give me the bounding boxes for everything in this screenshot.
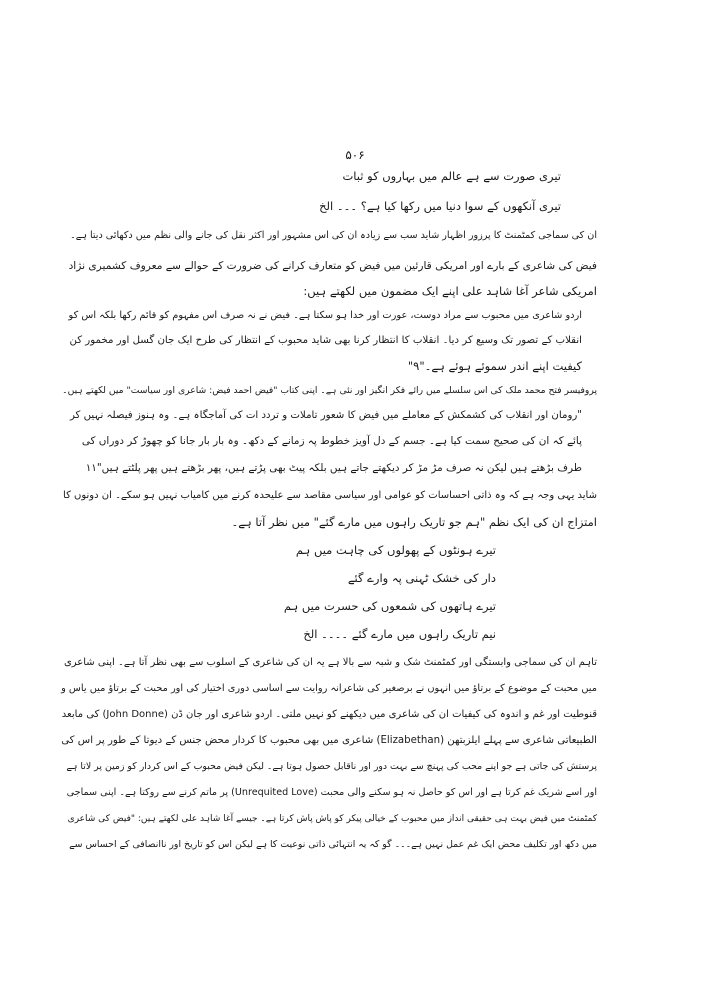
verse-line: تیری صورت سے ہے عالم میں بہاروں کو ثبات <box>342 169 561 183</box>
paragraph-line: فیض کی شاعری کے بارے اور امریکی قارئین میں فیض کو متعارف کرانے کی ضرورت کے حوالے سے معروف کشمیری نژاد <box>68 260 597 272</box>
quote-line: طرف بڑھتے ہیں لیکن نہ صرف مڑ مڑ کر دیکھتے جاتے ہیں بلکہ پیٹ بھی پڑتے ہیں، پھر بڑھتے ہیں پھر پلٹتے ہیں"۱۱ <box>85 462 582 474</box>
paragraph-line: الطبیعاتی شاعری سے پہلے ایلزبتھن (Elizabethan) شاعری میں بھی محبوب کا کردار محض جنس کے دیوتا کے طور پر اس کی <box>61 735 597 746</box>
quote-line: کیفیت اپنے اندر سموئے ہوئے ہے۔"۹" <box>407 359 582 373</box>
quote-line: پائے کہ ان کی صحیح سمت کیا ہے۔ جسم کے دل آویز خطوط پہ زمانے کے دکھ۔ وہ بار بار جانا کو چھوڑ کر دوراں کی <box>81 435 582 447</box>
quote-line: انقلاب کے تصور تک وسیع کر دیا۔ انقلاب کا انتظار کرنا بھی شاید محبوب کے انتظار کی طرح ایک جان گسل اور مخمور کن <box>69 335 582 346</box>
paragraph-line: امریکی شاعر آغا شاہد علی اپنے ایک مضمون میں لکھتے ہیں: <box>303 284 597 298</box>
paragraph-line: میں محبت کے موضوع کے برتاؤ میں انہوں نے برصغیر کی شاعرانہ روایت سے اساسی دوری اختیار کی اور محبت کے برتاؤ میں یاس و <box>61 683 597 694</box>
page-number: ۵۰۶ <box>345 148 365 162</box>
verse-line: دار کی خشک ٹہنی پہ وارے گئے <box>347 571 496 585</box>
paragraph-line: قنوطیت اور غم و اندوہ کی کیفیات ان کی شاعری میں دیکھنے کو نہیں ملتی۔ اردو شاعری اور جان ڈن (John Donne) کی مابعد <box>61 709 597 720</box>
paragraph-line: پرستش کی جاتی ہے جو اپنے محب کی پہنچ سے بہت دور اور ناقابل حصول ہوتا ہے۔ لیکن فیض محبوب کے اس کردار کو زمین پر لاتا ہے <box>66 761 597 772</box>
verse-line: نیم تاریک راہوں میں مارے گئے ۔۔۔۔ الخ <box>303 627 496 641</box>
paragraph-line: شاید یہی وجہ ہے کہ وہ ذاتی احساسات کو عوامی اور سیاسی مقاصد سے علیحدہ کرنے میں کامیاب نہیں ہو سکے۔ ان دونوں کا <box>63 490 597 501</box>
verse-line: تیرے ہاتھوں کی شمعوں کی حسرت میں ہم <box>283 599 496 613</box>
quote-line: اردو شاعری میں محبوب سے مراد دوست، عورت اور خدا ہو سکتا ہے۔ فیض نے نہ صرف اس مفہوم کو قائم رکھا بلکہ اس کو <box>68 310 582 321</box>
quote-line: "رومان اور انقلاب کی کشمکش کے معاملے میں فیض کا شعور تاملات و تردد ات کی آماجگاہ ہے۔ وہ ہنوز فیصلہ نہیں کر <box>69 410 582 421</box>
paragraph-line: کمٹمنٹ میں فیض بہت ہی حقیقی انداز میں محبوب کے خیالی پیکر کو پاش پاش کرتا ہے۔ جیسے آغا شاہد علی لکھتے ہیں: "فیض کی شاعری <box>67 814 597 824</box>
verse-line: تیرے ہونٹوں کے پھولوں کی چاہت میں ہم <box>295 543 496 557</box>
paragraph-line: پروفیسر فتح محمد ملک کی اس سلسلے میں رائے فکر انگیز اور نئی ہے۔ اپنی کتاب "فیض احمد فیض: شاعری اور سیاست" میں لکھتے ہیں۔ <box>62 385 597 396</box>
paragraph-line: امتزاج ان کی ایک نظم "ہم جو تاریک راہوں میں مارے گئے" میں نظر آتا ہے۔ <box>231 515 597 529</box>
paragraph-line: تاہم ان کی سماجی وابستگی اور کمٹمنٹ شک و شبہ سے بالا ہے یہ ان کی شاعری کے اسلوب سے بھی نظر آتا ہے۔ اپنی شاعری <box>63 657 597 668</box>
paragraph-line: اور اسے شریک غم کرتا ہے اور اس کو حاصل نہ ہو سکنے والی محبت (Unrequited Love) پر ماتم کرنے سے روکتا ہے۔ اپنی سماجی <box>66 787 597 798</box>
verse-line: تیری آنکھوں کے سوا دنیا میں رکھا کیا ہے؟ ۔۔۔ الخ <box>319 199 561 213</box>
paragraph-line: ان کی سماجی کمٹمنٹ کا پرزور اظہار شاید سب سے زیادہ ان کی اس مشہور اور اکثر نقل کی جانے والی نظم میں دکھائی دیتا ہے۔ <box>70 230 597 241</box>
paragraph-line: میں دکھ اور تکلیف محض ایک غم عمل نہیں ہے۔۔۔ گو کہ یہ انتہائی ذاتی نوعیت کا ہے لیکن اس کو تاریخ اور ناانصافی کے احساس سے <box>69 839 597 850</box>
